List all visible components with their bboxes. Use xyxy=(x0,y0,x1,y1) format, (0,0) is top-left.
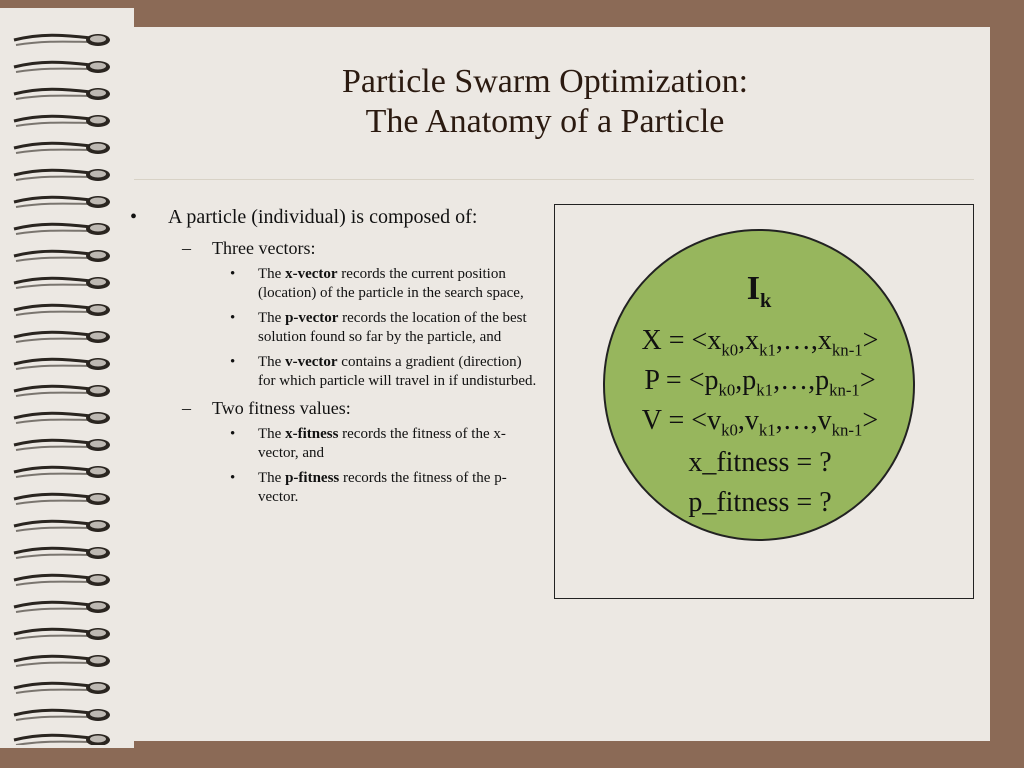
v-vector-row: $V = <v_{k0},v_{k1},\dots,v_{kn-1}>$ xyxy=(641,405,879,440)
spiral-binding-icon xyxy=(10,30,120,745)
x-vector-row: $X = <x_{k0},x_{k1},\dots,x_{kn-1}>$ xyxy=(641,325,879,360)
bullet-list xyxy=(130,205,540,513)
bullet-x-fitness: • The x-fitness records the fitness of the x-vector, and xyxy=(230,426,506,461)
sub-bullet-fitness: – Two fitness values: xyxy=(182,398,351,418)
x-fitness-row: x_fitness = ? xyxy=(688,447,832,478)
bullet-x-vector: • The x-vector records the current position (location) of the particle in the search space, xyxy=(230,266,524,301)
bullet-p-fitness: • The p-fitness records the fitness of the p-vector. xyxy=(230,470,507,505)
p-vector-row: $P = <p_{k0},p_{k1},\dots,p_{kn-1}>$ xyxy=(644,365,876,400)
title-divider xyxy=(134,179,974,180)
bullet-p-vector: • The p-vector records the location of the best solution found so far by the particle, and xyxy=(230,310,527,345)
slide-title xyxy=(150,62,940,142)
bullet-v-vector: • The v-vector contains a gradient (direction) for which particle will travel in if undisturbed. xyxy=(230,354,537,389)
sub-bullet-vectors: – Three vectors: xyxy=(182,238,316,258)
title-line-2: The Anatomy of a Particle xyxy=(365,103,725,140)
particle-diagram-box xyxy=(554,204,974,599)
particle-circle xyxy=(603,229,915,541)
p-fitness-row: p_fitness = ? xyxy=(688,487,832,518)
particle-label: $I_k$ xyxy=(746,270,772,312)
bullet-intro: • A particle (individual) is composed of: xyxy=(130,206,478,228)
title-line-1: Particle Swarm Optimization: xyxy=(341,63,749,100)
